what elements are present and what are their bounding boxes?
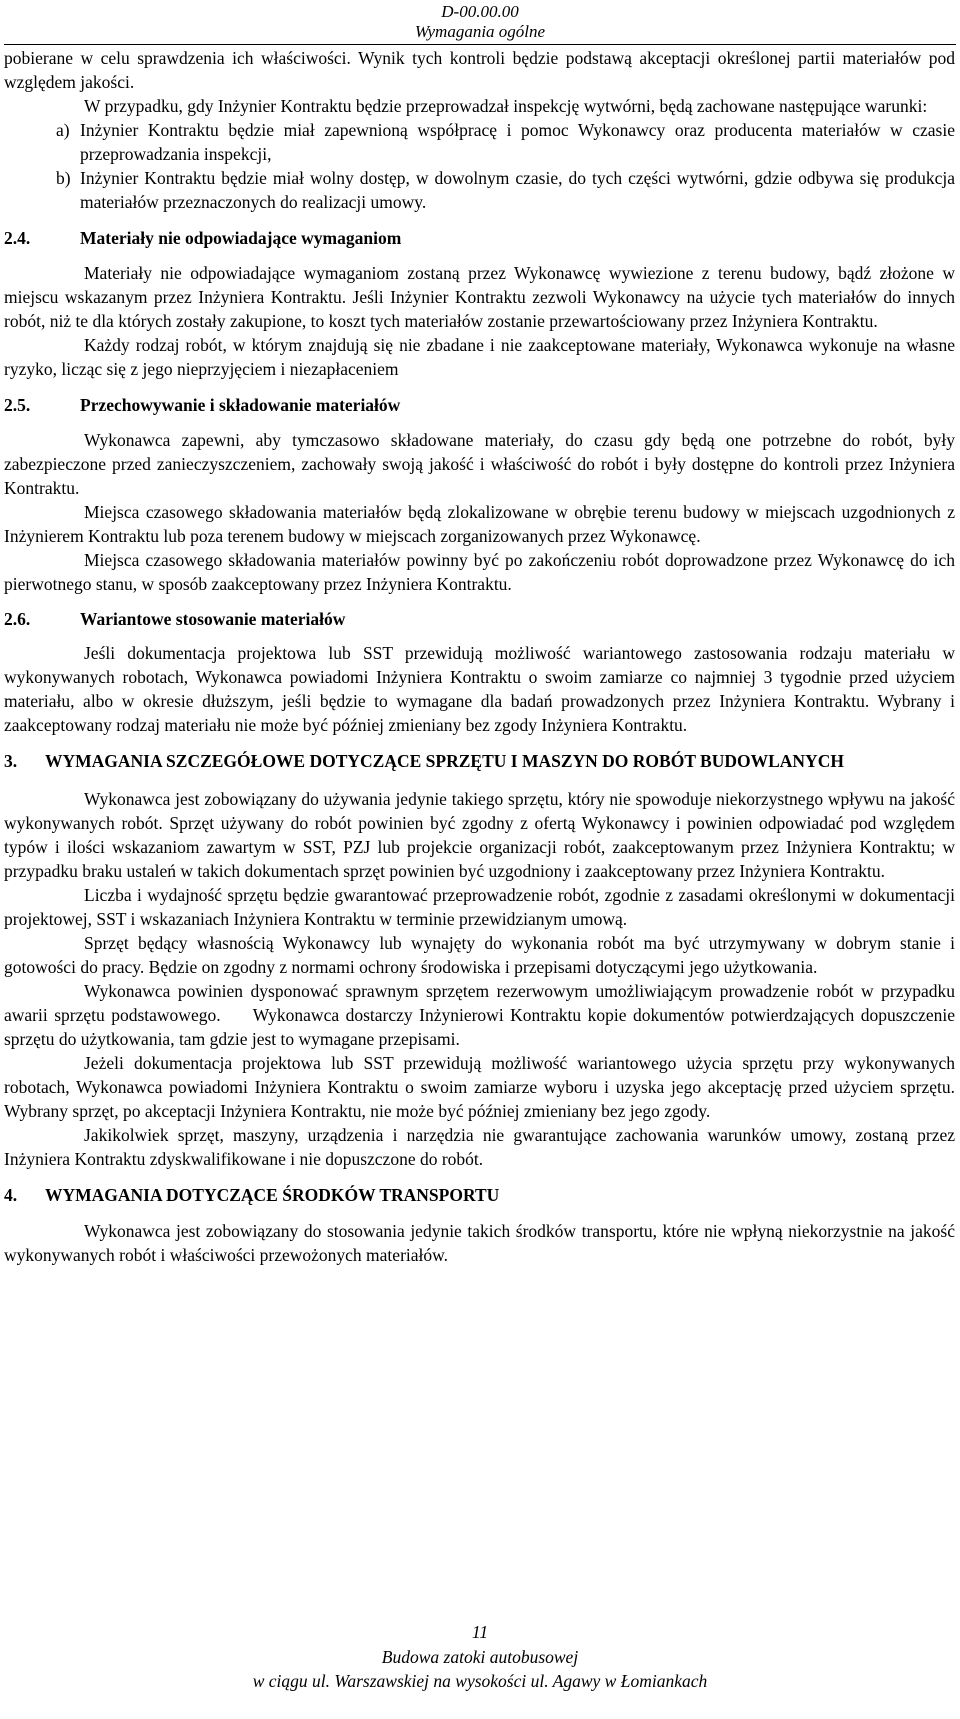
section-number: 2.5. [4, 395, 31, 415]
chapter-heading [4, 1182, 955, 1209]
paragraph: Wykonawca zapewni, aby tymczasowo składowane materiały, do czasu gdy będą one potrzebne do robót, były zabezpieczone przed zanieczyszczeniem, zachowały swoją jakość i właściwość do robót i były dostępne do kontroli przez Inżyniera Kontraktu. [4, 430, 955, 498]
document-body [4, 46, 960, 1267]
list-item [4, 166, 955, 214]
section-heading [4, 607, 955, 631]
footer-line-2: w ciągu ul. Warszawskiej na wysokości ul. Agawy w Łomiankach [252, 1671, 708, 1691]
list-marker: a) [56, 120, 70, 140]
section-title: Przechowywanie i składowanie materiałów [80, 395, 401, 415]
paragraph: Liczba i wydajność sprzętu będzie gwarantować przeprowadzenie robót, zgodnie z zasadami określonymi w dokumentacji projektowej, SST i wskazaniach Inżyniera Kontraktu w terminie przewidzianym umową. [4, 885, 955, 929]
section-title: Wariantowe stosowanie materiałów [80, 609, 346, 629]
footer-line-1: Budowa zatoki autobusowej [381, 1647, 579, 1667]
paragraph: Jakikolwiek sprzęt, maszyny, urządzenia i narzędzia nie gwarantujące zachowania warunków umowy, zostaną przez Inżyniera Kontraktu zdyskwalifikowane i nie dopuszczone do robót. [4, 1125, 955, 1169]
chapter-number: 3. [4, 751, 18, 771]
header-document-code: D-00.00.00 [441, 2, 519, 21]
header-divider [4, 44, 956, 45]
section-heading [4, 393, 955, 417]
list-item-text: Inżynier Kontraktu będzie miał zapewnioną współpracę i pomoc Wykonawcy oraz producenta materiałów w czasie przeprowadzania inspekcji, [80, 120, 955, 164]
paragraph: Miejsca czasowego składowania materiałów powinny być po zakończeniu robót doprowadzone przez Wykonawcę do ich pierwotnego stanu, w sposób zaakceptowany przez Inżyniera Kontraktu. [4, 550, 955, 594]
paragraph: W przypadku, gdy Inżynier Kontraktu będzie przeprowadzał inspekcję wytwórni, będą zachowane następujące warunki: [84, 96, 928, 116]
section-heading [4, 226, 955, 250]
paragraph: Każdy rodzaj robót, w którym znajdują się nie zbadane i nie zaakceptowane materiały, Wykonawca wykonuje na własne ryzyko, licząc się z jego nieprzyjęciem i niezapłaceniem [4, 335, 955, 379]
paragraph: Miejsca czasowego składowania materiałów będą zlokalizowane w obrębie terenu budowy w miejscach uzgodnionych z Inżynierem Kontraktu lub poza terenem budowy w miejscach zorganizowanych przez Wykonawcę. [4, 502, 955, 546]
chapter-title: WYMAGANIA SZCZEGÓŁOWE DOTYCZĄCE SPRZĘTU I MASZYN DO ROBÓT BUDOWLANYCH [45, 751, 844, 771]
paragraph: Wykonawca jest zobowiązany do stosowania jedynie takich środków transportu, które nie wpłyną niekorzystnie na jakość wykonywanych robót i właściwości przewożonych materiałów. [4, 1221, 955, 1265]
chapter-heading [4, 748, 955, 775]
chapter-number: 4. [4, 1185, 18, 1205]
header-document-title: Wymagania ogólne [414, 22, 546, 41]
paragraph: Jeśli dokumentacja projektowa lub SST przewidują możliwość wariantowego zastosowania rodzaju materiału w wykonywanych robotach, Wykonawca powiadomi Inżyniera Kontraktu o swoim zamiarze co najmniej 3 tygodnie przed użyciem materiału, albo w okresie dłuższym, jeśli będzie to wymagane dla badań prowadzonych przez Inżyniera Kontraktu. Wybrany i zaakceptowany rodzaj materiału nie może być później zmieniany bez zgody Inżyniera Kontraktu. [4, 643, 955, 735]
section-number: 2.4. [4, 228, 31, 248]
paragraph: Wykonawca powinien dysponować sprawnym sprzętem rezerwowym umożliwiającym prowadzenie robót w przypadku awarii sprzętu podstawowego. Wykonawca dostarczy Inżynierowi Kontraktu kopie dokumentów potwierdzających dopuszczenie sprzętu do użytkowania, tam gdzie jest to wymagane przepisami. [4, 981, 960, 1049]
list-item [4, 118, 955, 166]
paragraph: Jeżeli dokumentacja projektowa lub SST przewidują możliwość wariantowego użycia sprzętu przy wykonywanych robotach, Wykonawca powiadomi Inżyniera Kontraktu o swoim zamiarze wyboru i uzyska jego akceptację przed użyciem sprzętu. Wybrany sprzęt, po akceptacji Inżyniera Kontraktu, nie może być później zmieniany bez jego zgody. [4, 1053, 955, 1121]
chapter-title: WYMAGANIA DOTYCZĄCE ŚRODKÓW TRANSPORTU [45, 1185, 500, 1205]
list-item-text: Inżynier Kontraktu będzie miał wolny dostęp, w dowolnym czasie, do tych części wytwórni, gdzie odbywa się produkcja materiałów przeznaczonych do realizacji umowy. [80, 168, 955, 212]
list-marker: b) [56, 168, 71, 188]
section-title: Materiały nie odpowiadające wymaganiom [80, 228, 402, 248]
paragraph: Sprzęt będący własnością Wykonawcy lub wynajęty do wykonania robót ma być utrzymywany w dobrym stanie i gotowości do pracy. Będzie on zgodny z normami ochrony środowiska i przepisami dotyczącymi jego użytkowania. [4, 933, 955, 977]
page-number: 11 [471, 1622, 489, 1642]
section-number: 2.6. [4, 609, 31, 629]
paragraph: pobierane w celu sprawdzenia ich właściwości. Wynik tych kontroli będzie podstawą akceptacji określonej partii materiałów pod względem jakości. [4, 48, 955, 92]
paragraph: Wykonawca jest zobowiązany do używania jedynie takiego sprzętu, który nie spowoduje niekorzystnego wpływu na jakość wykonywanych robót. Sprzęt używany do robót powinien być zgodny z ofertą Wykonawcy i powinien odpowiadać pod względem typów i ilości wskazaniom zawartym w SST, PZJ lub projekcie organizacji robót, zaakceptowanym przez Inżyniera Kontraktu; w przypadku braku ustaleń w takich dokumentach sprzęt powinien być uzgodniony i zaakceptowany przez Inżyniera Kontraktu. [4, 789, 955, 881]
paragraph: Materiały nie odpowiadające wymaganiom zostaną przez Wykonawcę wywiezione z terenu budowy, bądź złożone w miejscu wskazanym przez Inżyniera Kontraktu. Jeśli Inżynier Kontraktu zezwoli Wykonawcy na użycie tych materiałów do innych robót, niż te dla których zostały zakupione, to koszt tych materiałów zostanie przewartościowany przez Inżyniera Kontraktu. [4, 263, 955, 331]
